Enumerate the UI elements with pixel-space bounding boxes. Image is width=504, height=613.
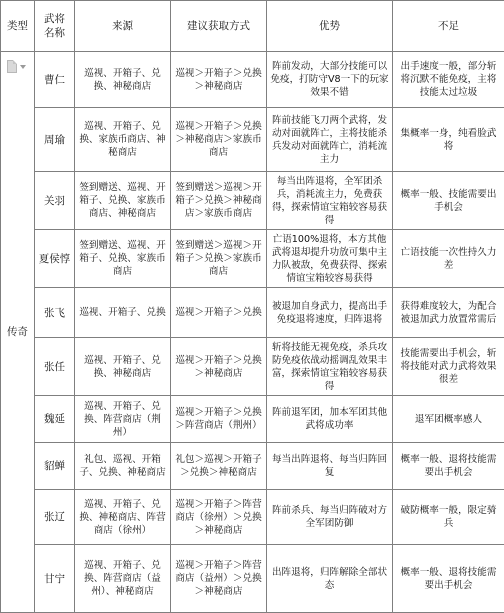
general-name: 张辽 <box>35 490 75 545</box>
advantage-cell: 亡语100%退将，本方其他武将退却提升功放可集中主力队被敌，免费获得、探索情谊宝箱较容易获得 <box>267 230 393 288</box>
weakness-cell: 获得难度较大，为配合被退加武力放置常需后 <box>393 288 504 338</box>
method-cell: 巡视＞开箱子＞兑换＞神秘商店 <box>171 52 267 108</box>
weakness-cell: 概率一般、退将技能需要出手机会 <box>393 443 504 490</box>
general-name: 周瑜 <box>35 108 75 172</box>
weakness-cell: 退军团概率感人 <box>393 396 504 443</box>
weakness-cell: 概率一般、技能需要出手机会 <box>393 172 504 230</box>
table-row <box>1 545 504 613</box>
weakness-cell: 破防概率一般，限定骑兵 <box>393 490 504 545</box>
table-row <box>1 396 504 443</box>
weakness-cell: 集概率一身，纯看脸武将 <box>393 108 504 172</box>
col-header-method: 建议获取方式 <box>171 1 267 52</box>
col-header-type: 类型 <box>1 1 35 52</box>
document-icon[interactable] <box>7 60 35 74</box>
source-cell: 巡视、开箱子、兑换 <box>75 288 171 338</box>
weakness-cell: 出手速度一般，部分斩将沉默不能免疫，主将技能太过垃圾 <box>393 52 504 108</box>
advantage-cell: 出阵退将，归阵解除全部状态 <box>267 545 393 613</box>
col-header-weakness: 不足 <box>393 1 504 52</box>
source-cell: 签到赠送、巡视、开箱子、兑换、家族币商店、神秘商店 <box>75 172 171 230</box>
general-name: 貂蝉 <box>35 443 75 490</box>
type-label: 传奇 <box>7 326 28 338</box>
method-cell: 签到赠送＞巡视＞开箱子＞兑换＞家族币商店 <box>171 230 267 288</box>
weakness-cell: 概率一般、退将技能需要出手机会 <box>393 545 504 613</box>
source-cell: 签到赠送、巡视、开箱子、兑换、家族币商店 <box>75 230 171 288</box>
source-cell: 巡视、开箱子、兑换、阵营商店（荆州） <box>75 396 171 443</box>
method-cell: 巡视＞开箱子＞兑换 <box>171 288 267 338</box>
source-cell: 巡视、开箱子、兑换、神秘商店、阵营商店（徐州） <box>75 490 171 545</box>
col-header-general-name: 武将 名称 <box>35 1 75 52</box>
chevron-down-icon <box>20 65 26 69</box>
table-row <box>1 338 504 396</box>
weakness-cell: 亡语技能一次性持久力差 <box>393 230 504 288</box>
table-row <box>1 52 504 108</box>
col-header-source: 来源 <box>75 1 171 52</box>
general-table-body <box>1 52 504 613</box>
source-cell: 巡视、开箱子、兑换、神秘商店 <box>75 338 171 396</box>
method-cell: 巡视＞开箱子＞阵营商店（徐州）＞兑换＞神秘商店 <box>171 490 267 545</box>
source-cell: 礼包、巡视、开箱子、兑换、神秘商店 <box>75 443 171 490</box>
source-cell: 巡视、开箱子、兑换、神秘商店 <box>75 52 171 108</box>
general-name: 张任 <box>35 338 75 396</box>
general-name: 魏延 <box>35 396 75 443</box>
method-cell: 签到赠送＞巡视＞开箱子＞兑换＞神秘商店＞家族币商店 <box>171 172 267 230</box>
method-cell: 巡视＞开箱子＞兑换＞神秘商店 <box>171 338 267 396</box>
source-cell: 巡视、开箱子、兑换、家族币商店、神秘商店 <box>75 108 171 172</box>
general-name: 甘宁 <box>35 545 75 613</box>
table-row <box>1 172 504 230</box>
header-row <box>1 1 504 52</box>
table-row <box>1 288 504 338</box>
general-name: 曹仁 <box>35 52 75 108</box>
weakness-cell: 技能需要出手机会，斩将技能对武力武将效果很差 <box>393 338 504 396</box>
table-row <box>1 108 504 172</box>
method-cell: 巡视＞开箱子＞兑换＞神秘商店＞家族币商店 <box>171 108 267 172</box>
advantage-cell: 阵前发动，大部分技能可以免疫，打防守V8一下的玩家效果不错 <box>267 52 393 108</box>
source-cell: 巡视、开箱子、兑换、阵营商店（益州）、神秘商店 <box>75 545 171 613</box>
advantage-cell: 阵前技能飞刀两个武将，发动对面就阵亡，主将技能杀兵发动对面就阵亡，消耗流主力 <box>267 108 393 172</box>
advantage-cell: 斩将技能无视免疫，杀兵攻防免疫依战动摇调乱效果丰富，探索情谊宝箱较容易获得 <box>267 338 393 396</box>
advantage-cell: 阵前退军团，加本军团其他武将成功率 <box>267 396 393 443</box>
method-cell: 礼包＞巡视＞开箱子＞兑换＞神秘商店 <box>171 443 267 490</box>
col-header-advantage: 优势 <box>267 1 393 52</box>
general-name: 张飞 <box>35 288 75 338</box>
advantage-cell: 每当出阵退将、每当归阵回复 <box>267 443 393 490</box>
method-cell: 巡视＞开箱子＞阵营商店（益州）＞兑换＞神秘商店 <box>171 545 267 613</box>
table-row <box>1 490 504 545</box>
general-name: 关羽 <box>35 172 75 230</box>
advantage-cell: 阵前杀兵、每当归阵破对方全军团防御 <box>267 490 393 545</box>
advantage-cell: 被退加自身武力，提高出手免疫退将速度，归阵退将 <box>267 288 393 338</box>
table-row <box>1 443 504 490</box>
general-name: 夏侯惇 <box>35 230 75 288</box>
type-cell <box>1 52 35 613</box>
method-cell: 巡视＞开箱子＞兑换＞阵营商店（荆州） <box>171 396 267 443</box>
advantage-cell: 每当出阵退将，全军团杀兵，消耗流主力，免费获得，探索情谊宝箱较容易获得 <box>267 172 393 230</box>
table-row <box>1 230 504 288</box>
